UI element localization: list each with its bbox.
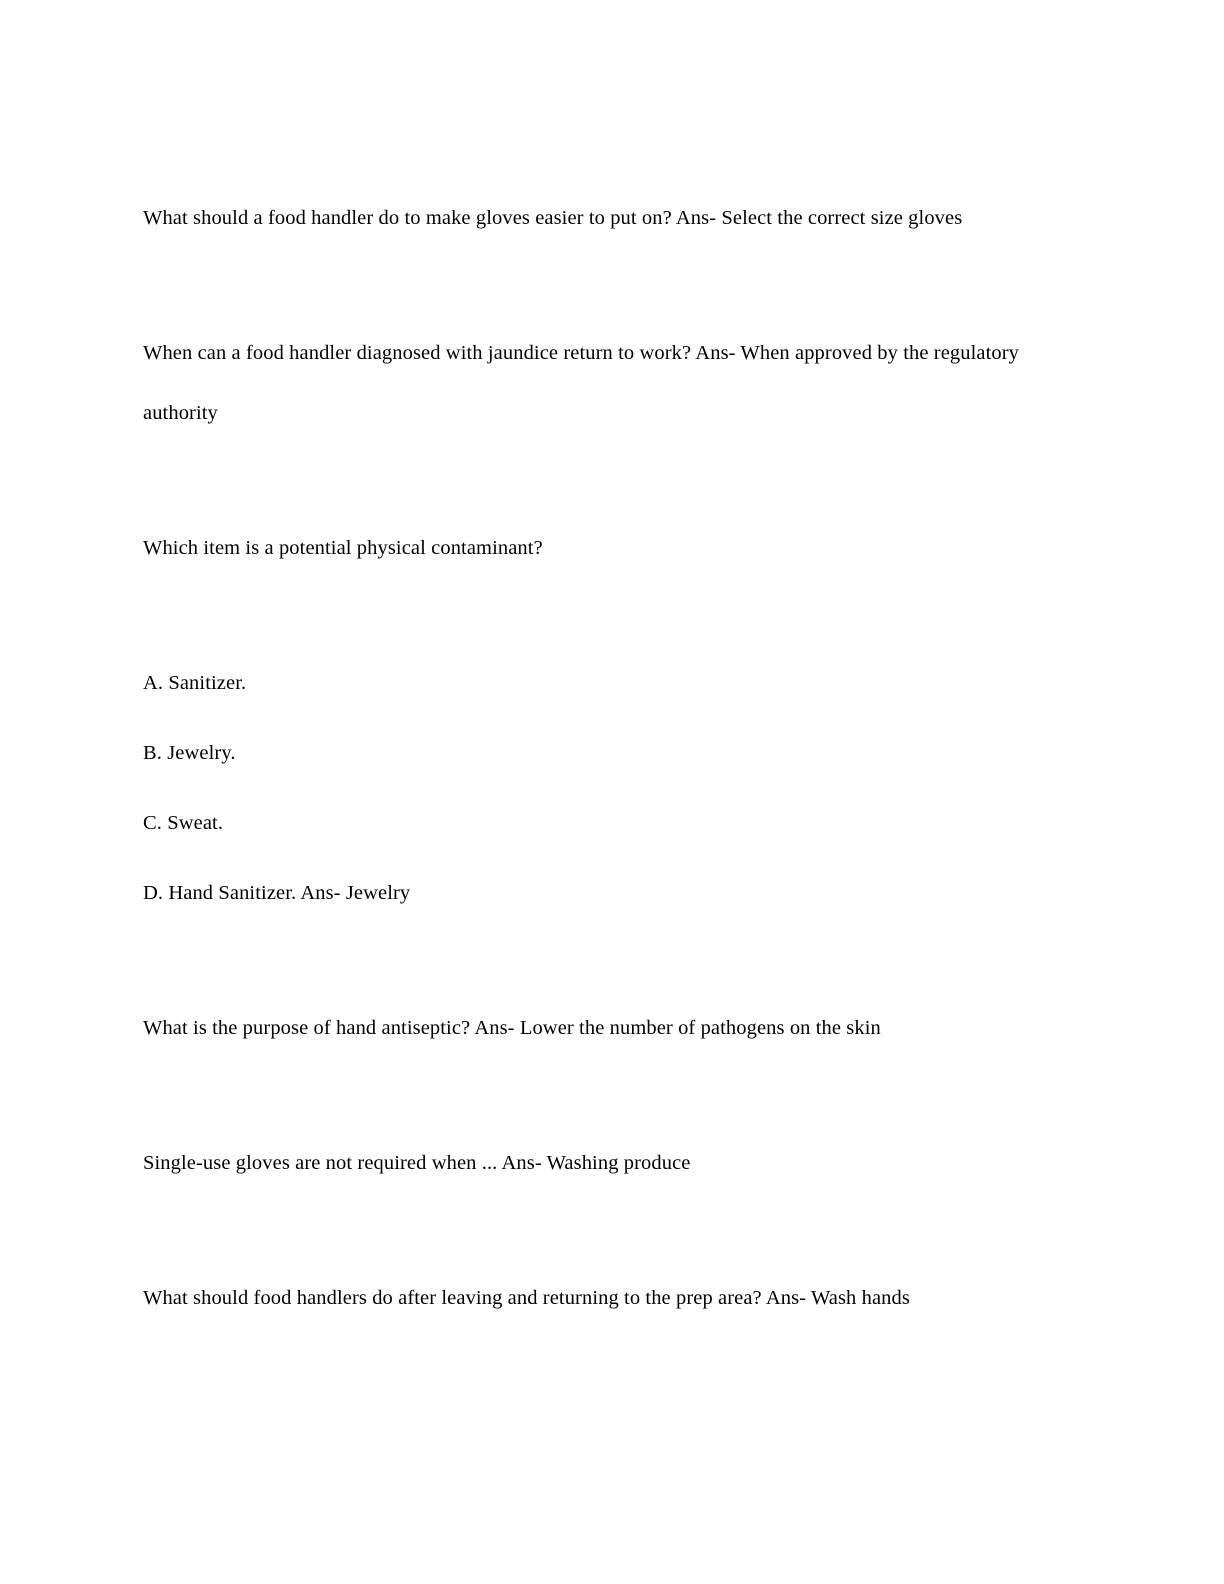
option-d-hand-sanitizer-answer: D. Hand Sanitizer. Ans- Jewelry xyxy=(143,882,411,904)
qa-returning-prep-area: What should food handlers do after leaving and returning to the prep area? Ans- Wash hands xyxy=(143,1287,910,1309)
option-a-sanitizer: A. Sanitizer. xyxy=(143,672,247,694)
qa-hand-antiseptic: What is the purpose of hand antiseptic? Ans- Lower the number of pathogens on the skin xyxy=(143,1017,881,1039)
option-c-sweat: C. Sweat. xyxy=(143,812,224,834)
option-b-jewelry: B. Jewelry. xyxy=(143,742,236,764)
question-physical-contaminant: Which item is a potential physical contaminant? xyxy=(143,537,543,559)
qa-gloves-easier: What should a food handler do to make gloves easier to put on? Ans- Select the correct size gloves xyxy=(143,207,963,229)
qa-jaundice-return: When can a food handler diagnosed with jaundice return to work? Ans- When approved by the regulatory authority xyxy=(143,342,1020,424)
qa-single-use-gloves: Single-use gloves are not required when ... Ans- Washing produce xyxy=(143,1152,691,1174)
